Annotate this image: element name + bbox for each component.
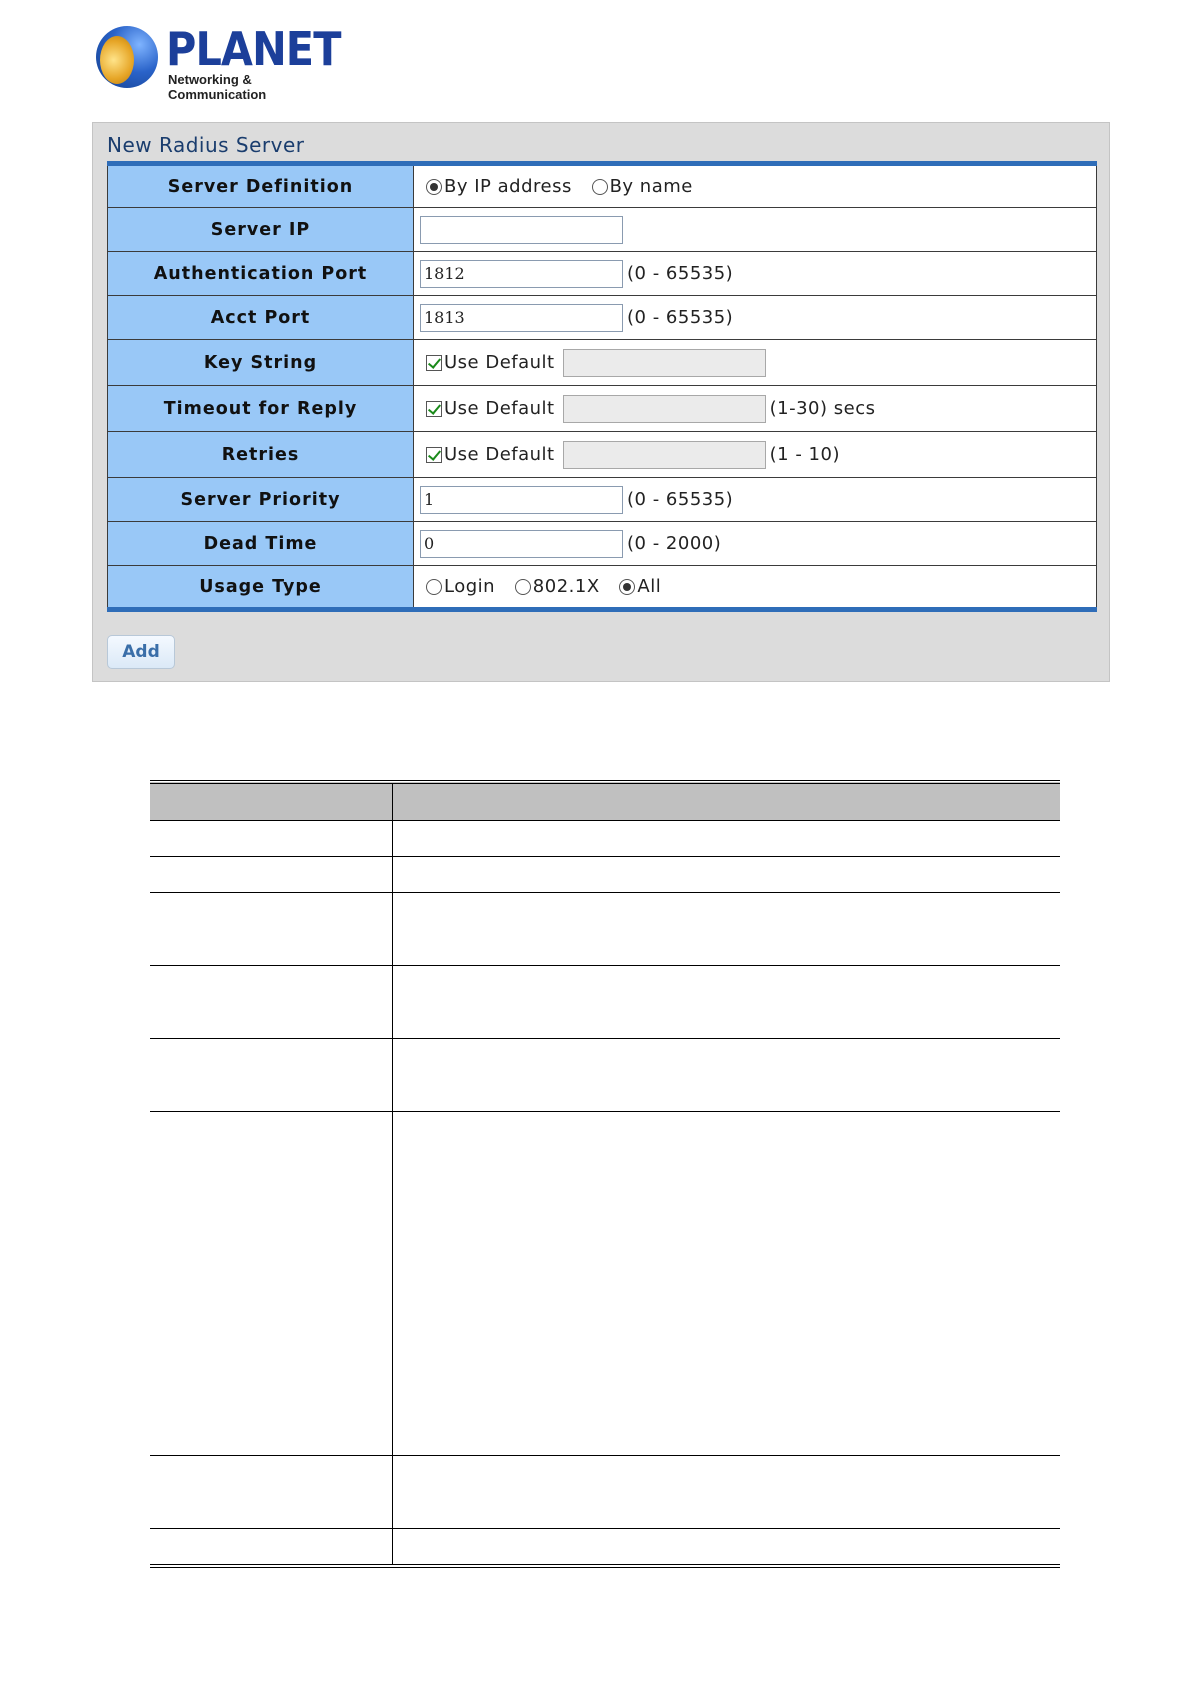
radio-by-name-label: By name: [609, 176, 693, 198]
row-auth-port: [108, 252, 1097, 296]
row-server-ip: [108, 208, 1097, 252]
label-server-ip: Server IP: [108, 208, 414, 252]
description-table: [150, 780, 1060, 1568]
auth-port-range: (0 - 65535): [627, 263, 734, 284]
logo-brand: PLANET: [166, 22, 341, 76]
radio-usage-all[interactable]: [619, 579, 635, 595]
dead-time-range: (0 - 2000): [627, 533, 722, 554]
auth-port-input[interactable]: 1812: [420, 260, 623, 288]
label-server-definition: Server Definition: [108, 164, 414, 208]
timeout-input[interactable]: [563, 395, 766, 423]
key-string-use-default-checkbox[interactable]: [426, 355, 442, 371]
label-usage-type: Usage Type: [108, 566, 414, 610]
label-retries: Retries: [108, 432, 414, 478]
table-row: [150, 1455, 1060, 1528]
planet-logo: [96, 22, 346, 102]
logo-tagline: Networking & Communication: [168, 72, 267, 102]
server-ip-input[interactable]: [420, 216, 623, 244]
panel-title: New Radius Server: [107, 133, 305, 157]
radio-by-ip-address[interactable]: [426, 179, 442, 195]
row-timeout: [108, 386, 1097, 432]
radio-by-name[interactable]: [592, 179, 608, 195]
table-row: [150, 856, 1060, 892]
radio-usage-8021x[interactable]: [515, 579, 531, 595]
table-row: [150, 892, 1060, 965]
radio-usage-login-label: Login: [444, 576, 496, 598]
acct-port-range: (0 - 65535): [627, 307, 734, 328]
label-key-string: Key String: [108, 340, 414, 386]
row-usage-type: [108, 566, 1097, 610]
label-acct-port: Acct Port: [108, 296, 414, 340]
row-acct-port: [108, 296, 1097, 340]
retries-use-default-checkbox[interactable]: [426, 447, 442, 463]
row-server-definition: [108, 164, 1097, 208]
label-dead-time: Dead Time: [108, 522, 414, 566]
row-retries: [108, 432, 1097, 478]
new-radius-server-panel: [92, 122, 1110, 682]
dead-time-input[interactable]: 0: [420, 530, 623, 558]
row-server-priority: [108, 478, 1097, 522]
label-server-priority: Server Priority: [108, 478, 414, 522]
radius-server-form: [107, 161, 1097, 612]
timeout-use-default-label: Use Default: [444, 398, 555, 419]
radio-usage-all-label: All: [637, 576, 662, 598]
label-timeout: Timeout for Reply: [108, 386, 414, 432]
table-row: [150, 820, 1060, 856]
globe-icon: [96, 26, 158, 88]
acct-port-input[interactable]: 1813: [420, 304, 623, 332]
add-button[interactable]: Add: [107, 635, 175, 669]
key-string-input[interactable]: [563, 349, 766, 377]
server-priority-input[interactable]: 1: [420, 486, 623, 514]
row-key-string: [108, 340, 1097, 386]
label-auth-port: Authentication Port: [108, 252, 414, 296]
key-string-use-default-label: Use Default: [444, 352, 555, 373]
description-table-header: [150, 782, 1060, 820]
server-priority-range: (0 - 65535): [627, 489, 734, 510]
row-dead-time: [108, 522, 1097, 566]
retries-use-default-label: Use Default: [444, 444, 555, 465]
timeout-range: (1-30) secs: [769, 398, 876, 419]
table-row: [150, 1038, 1060, 1111]
table-row: [150, 1528, 1060, 1566]
timeout-use-default-checkbox[interactable]: [426, 401, 442, 417]
table-row: [150, 1111, 1060, 1455]
retries-range: (1 - 10): [769, 444, 840, 465]
radio-usage-login[interactable]: [426, 579, 442, 595]
retries-input[interactable]: [563, 441, 766, 469]
radio-usage-8021x-label: 802.1X: [532, 576, 600, 598]
table-row: [150, 965, 1060, 1038]
radio-by-ip-address-label: By IP address: [444, 176, 572, 198]
